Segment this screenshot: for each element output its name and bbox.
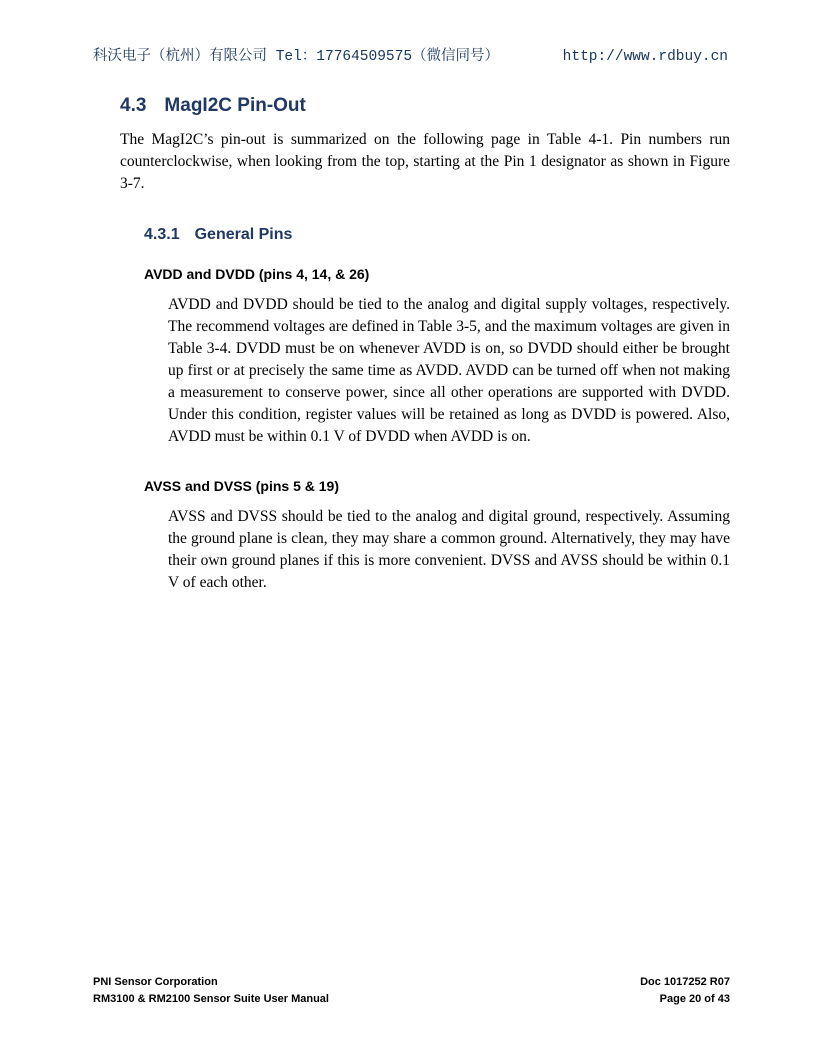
header-company-text: 科沃电子（杭州）有限公司 Tel：17764509575（微信同号） [93,49,500,65]
footer-doc-number: Doc 1017252 R07 [640,976,730,988]
section-title: MagI2C Pin-Out [164,95,306,116]
header-website-link[interactable]: http://www.rdbuy.cn [562,49,728,65]
footer-company: PNI Sensor Corporation [93,976,218,988]
footer-manual-title: RM3100 & RM2100 Sensor Suite User Manual [93,993,329,1005]
footer-page-number: Page 20 of 43 [659,993,730,1005]
avdd-dvdd-paragraph: AVDD and DVDD should be tied to the analog and digital supply voltages, respectively. The recommend voltages are defined in Table 3-5, and the maximum voltages are given in Table 3-4. DVDD must be on whenever AVDD is on, so DVDD should either be brought up first or at precisely the same time as AVDD. AVDD can be turned off when not making a measurement to conserve power, since all other operations are supported with DVDD. Under this condition, register values will be retained as long as DVDD is powered. Also, AVDD must be within 0.1 V of DVDD when AVDD is on. [168,296,730,445]
section-intro-paragraph: The MagI2C’s pin-out is summarized on the following page in Table 4-1. Pin numbers run counterclockwise, when looking from the top, starting at the Pin 1 designator as shown in Figure 3-7. [120,131,730,192]
avss-dvss-heading: AVSS and DVSS (pins 5 & 19) [144,478,340,494]
subsection-title: General Pins [194,226,293,243]
page-header [93,44,728,65]
subsection-number: 4.3.1 [144,226,180,243]
subsection-heading [144,226,730,244]
page-footer [93,974,730,1008]
avdd-dvdd-heading: AVDD and DVDD (pins 4, 14, & 26) [144,266,370,282]
avss-dvss-paragraph: AVSS and DVSS should be tied to the analog and digital ground, respectively. Assuming the ground plane is clean, they may share a common ground. Alternatively, they may have their own ground planes if this is more convenient. DVSS and AVSS should be within 0.1 V of each other. [168,508,730,591]
section-heading [120,95,730,117]
section-number: 4.3 [120,95,147,116]
